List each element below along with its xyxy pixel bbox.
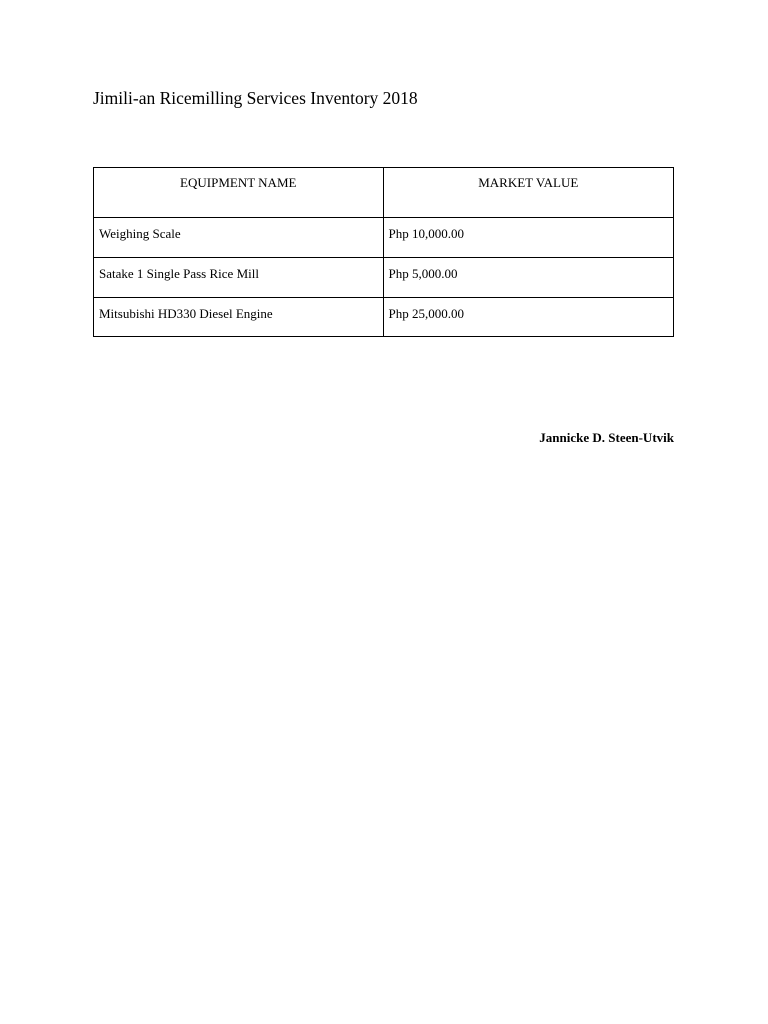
table-row — [94, 218, 674, 258]
header-equipment-name: EQUIPMENT NAME — [94, 168, 384, 218]
inventory-table — [93, 167, 674, 337]
equipment-name-cell: Weighing Scale — [94, 218, 384, 258]
table-row — [94, 298, 674, 337]
signature-name: Jannicke D. Steen-Utvik — [539, 430, 674, 445]
market-value-cell: Php 10,000.00 — [383, 218, 673, 258]
header-market-value: MARKET VALUE — [383, 168, 673, 218]
equipment-name-cell: Mitsubishi HD330 Diesel Engine — [94, 298, 384, 337]
table-row — [94, 258, 674, 298]
market-value-cell: Php 25,000.00 — [383, 298, 673, 337]
document-title: Jimili-an Ricemilling Services Inventory 2018 — [93, 88, 418, 108]
market-value-cell: Php 5,000.00 — [383, 258, 673, 298]
table-header-row — [94, 168, 674, 218]
equipment-name-cell: Satake 1 Single Pass Rice Mill — [94, 258, 384, 298]
